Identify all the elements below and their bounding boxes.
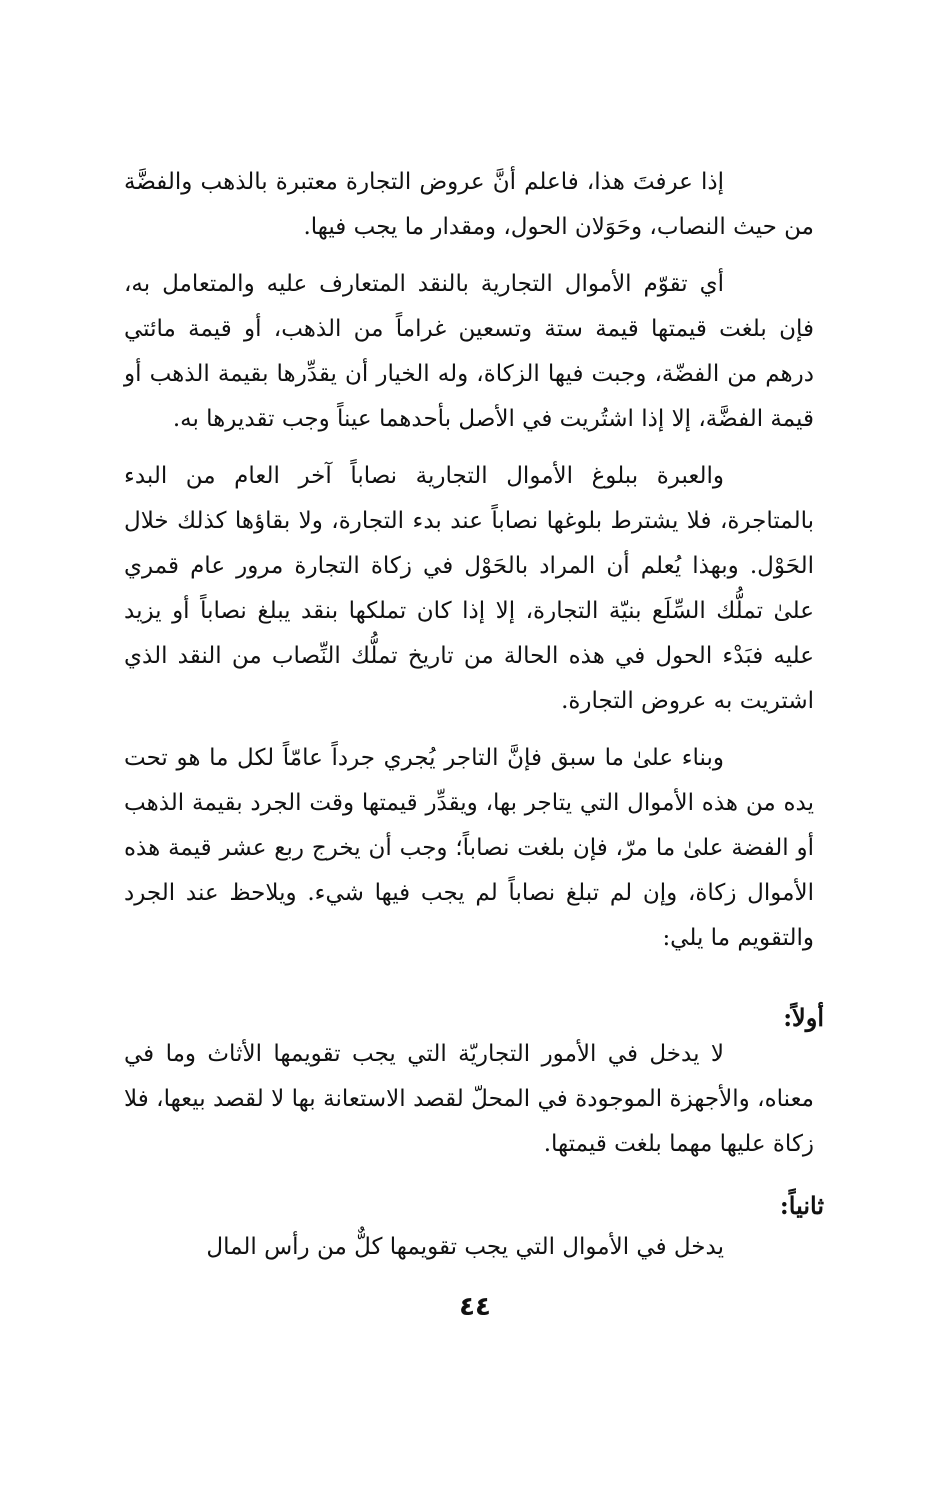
section-heading-first: أولاً:: [783, 1003, 824, 1032]
section-first-body: [124, 1032, 814, 1167]
paragraph-1: إذا عرفتَ هذا، فاعلم أنَّ عروض التجارة معتبرة بالذهب والفضَّة من حيث النصاب، وحَوَلان الحول، ومقدار ما يجب فيها.: [124, 169, 814, 240]
paragraph-first: لا يدخل في الأمور التجاريّة التي يجب تقويمها الأثاث وما في معناه، والأجهزة الموجودة في المحلّ لقصد الاستعانة بها لا لقصد بيعها، فلا زكاة عليها مهما بلغت قيمتها.: [124, 1041, 814, 1157]
paragraph-3: والعبرة ببلوغ الأموال التجارية نصاباً آخر العام من البدء بالمتاجرة، فلا يشترط بلوغها نصاباً عند بدء التجارة، ولا بقاؤها كذلك خلال الحَوْل. وبهذا يُعلم أن المراد بالحَوْل في زكاة التجارة مرور عام قمري علىٰ تملُّك السِّلَع بنيّة التجارة، إلا إذا كان تملكها بنقد يبلغ نصاباً أو يزيد عليه فبَدْء الحول في هذه الحالة من تاريخ تملُّك النِّصاب من النقد الذي اشتريت به عروض التجارة.: [124, 463, 814, 714]
paragraph-second: يدخل في الأموال التي يجب تقويمها كلٌّ من رأس المال: [206, 1234, 724, 1260]
section-heading-second: ثانياً:: [779, 1191, 824, 1220]
page-number: ٤٤: [459, 1292, 491, 1322]
body-text: [124, 160, 814, 961]
section-second-body: [124, 1225, 814, 1270]
paragraph-4: وبناء علىٰ ما سبق فإنَّ التاجر يُجري جرداً عامّاً لكل ما هو تحت يده من هذه الأموال التي يتاجر بها، ويقدِّر قيمتها وقت الجرد بقيمة الذهب أو الفضة علىٰ ما مرّ، فإن بلغت نصاباً؛ وجب أن يخرج ربع عشر قيمة هذه الأموال زكاة، وإن لم تبلغ نصاباً لم يجب فيها شيء. ويلاحظ عند الجرد والتقويم ما يلي:: [124, 745, 814, 951]
paragraph-2: أي تقوّم الأموال التجارية بالنقد المتعارف عليه والمتعامل به، فإن بلغت قيمتها قيمة ستة وتسعين غراماً من الذهب، أو قيمة مائتي درهم من الفضّة، وجبت فيها الزكاة، وله الخيار أن يقدِّرها بقيمة الذهب أو قيمة الفضَّة، إلا إذا اشتُريت في الأصل بأحدهما عيناً وجب تقديرها به.: [124, 271, 814, 432]
